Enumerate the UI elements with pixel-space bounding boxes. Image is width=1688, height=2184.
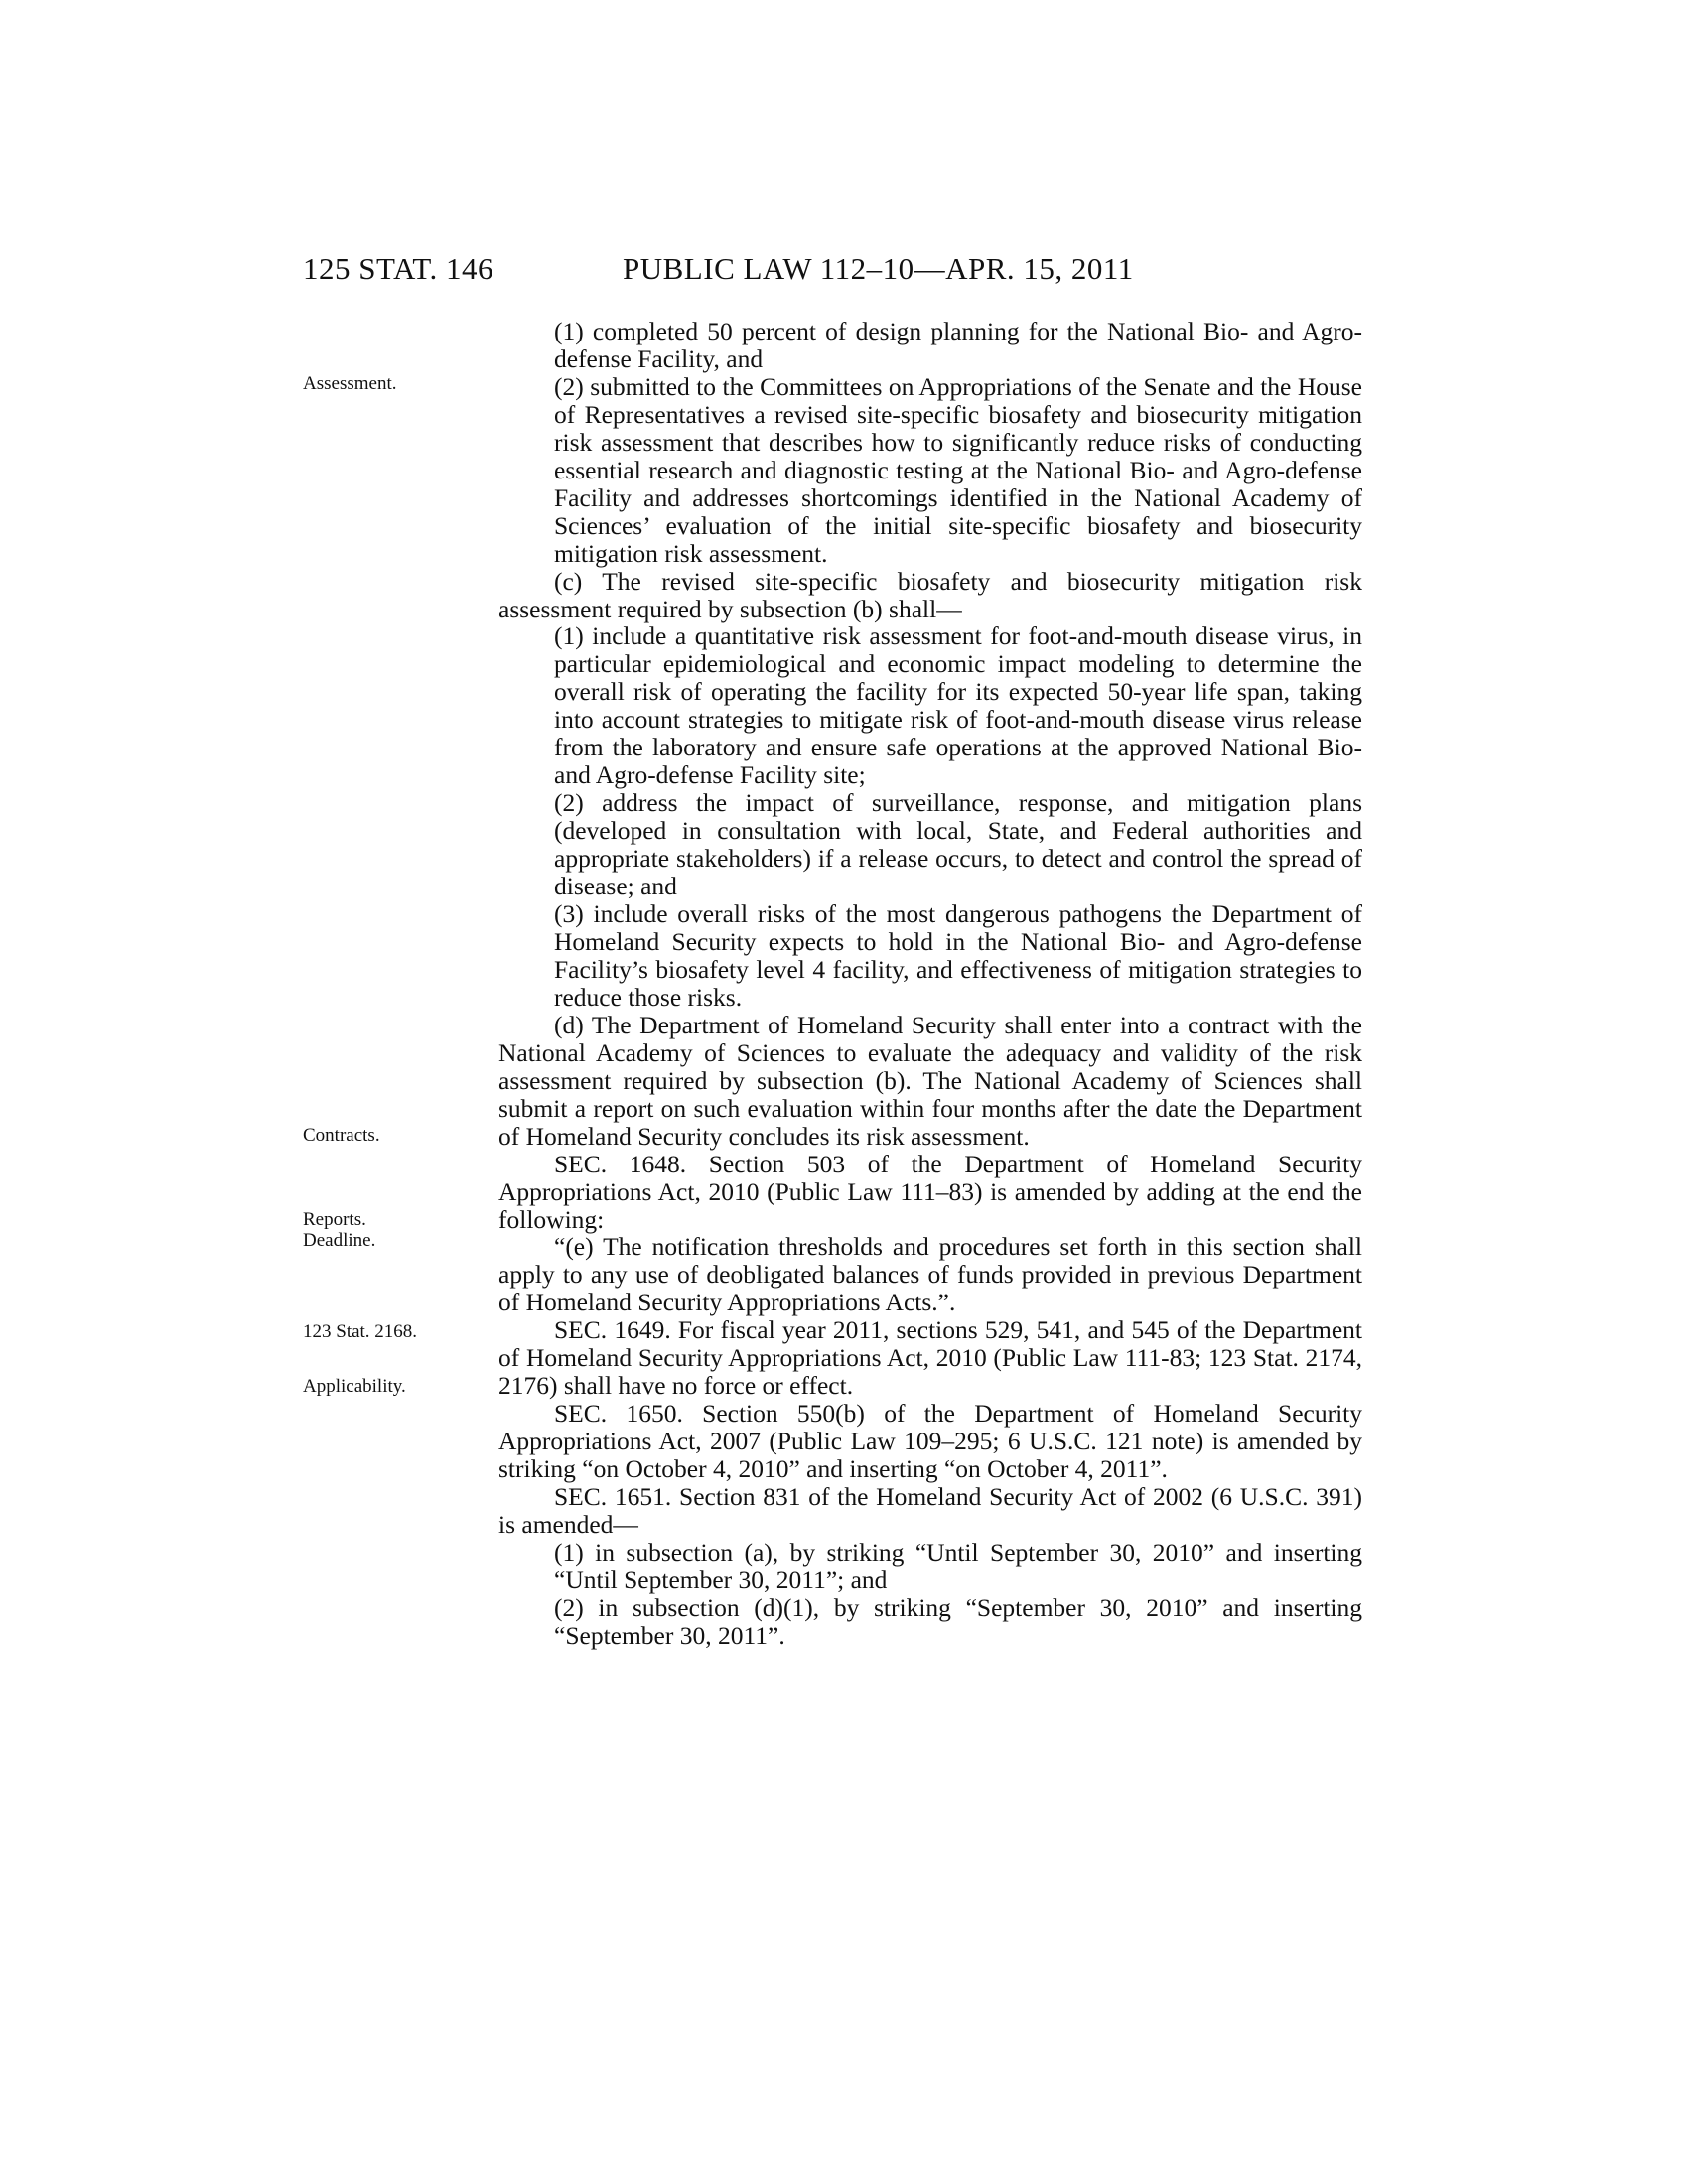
margin-note-stat-reference: 123 Stat. 2168. [303, 1321, 418, 1342]
paragraph-b1: (1) completed 50 percent of design planning for the National Bio- and Agro-defense Facility, and [554, 317, 1362, 373]
margin-note-deadline: Deadline. [303, 1230, 376, 1251]
page-title: PUBLIC LAW 112–10—APR. 15, 2011 [623, 251, 1134, 286]
statute-body [498, 318, 1362, 1650]
paragraph-c3: (3) include overall risks of the most dangerous pathogens the Department of Homeland Security expects to hold in the National Bio- and Agro-defense Facility’s biosafety level 4 facility, and effectiveness of mitigation strategies to reduce those risks. [554, 899, 1362, 1012]
section-1650: SEC. 1650. Section 550(b) of the Department of Homeland Security Appropriations Act, 2007 (Public Law 109–295; 6 U.S.C. 121 note) is amended by striking “on October 4, 2010” and inserting “on October 4, 2011”. [498, 1399, 1362, 1484]
margin-note-applicability: Applicability. [303, 1376, 406, 1397]
margin-note-reports: Reports. [303, 1209, 366, 1230]
paragraph-b2: (2) submitted to the Committees on Appropriations of the Senate and the House of Representatives a revised site-specific biosafety and biosecurity mitigation risk assessment that describes how to significantly reduce risks of conducting essential research and diagnostic testing at the National Bio- and Agro-defense Facility and addresses shortcomings identified in the National Academy of Sciences’ evaluation of the initial site-specific biosafety and biosecurity mitigation risk assessment. [554, 371, 1362, 568]
paragraph-c1: (1) include a quantitative risk assessment for foot-and-mouth disease virus, in particular epidemiological and economic impact modeling to determine the overall risk of operating the facility for its expected 50-year life span, taking into account strategies to mitigate risk of foot-and-mouth disease virus release from the laboratory and ensure safe operations at the approved National Bio- and Agro-defense Facility site; [554, 621, 1362, 790]
section-1651-item-2: (2) in subsection (d)(1), by striking “September 30, 2010” and inserting “September 30, 2011”. [554, 1592, 1362, 1650]
section-1651-item-1: (1) in subsection (a), by striking “Until September 30, 2010” and inserting “Until September 30, 2011”; and [554, 1537, 1362, 1594]
section-1648-quote: “(e) The notification thresholds and procedures set forth in this section shall apply to any use of deobligated balances of funds provided in previous Department of Homeland Security Appropriations Acts.”. [498, 1232, 1362, 1317]
section-1648: SEC. 1648. Section 503 of the Department of Homeland Security Appropriations Act, 2010 (Public Law 111–83) is amended by adding at the end the following: [498, 1149, 1362, 1234]
section-1649: SEC. 1649. For fiscal year 2011, sections 529, 541, and 545 of the Department of Homeland Security Appropriations Act, 2010 (Public Law 111-83; 123 Stat. 2174, 2176) shall have no force or effect. [498, 1315, 1362, 1401]
margin-note-assessment: Assessment. [303, 373, 397, 394]
stat-page-number: 125 STAT. 146 [303, 251, 494, 286]
paragraph-c2: (2) address the impact of surveillance, response, and mitigation plans (developed in consultation with local, State, and Federal authorities and appropriate stakeholders) if a release occurs, to detect and control the spread of disease; and [554, 788, 1362, 901]
paragraph-d: (d) The Department of Homeland Security shall enter into a contract with the National Academy of Sciences to evaluate the adequacy and validity of the risk assessment required by subsection (b). The National Academy of Sciences shall submit a report on such evaluation within four months after the date the Department of Homeland Security concludes its risk assessment. [498, 1010, 1362, 1151]
margin-note-contracts: Contracts. [303, 1125, 380, 1146]
section-1651: SEC. 1651. Section 831 of the Homeland Security Act of 2002 (6 U.S.C. 391) is amended— [498, 1482, 1362, 1539]
paragraph-c: (c) The revised site-specific biosafety and biosecurity mitigation risk assessment required by subsection (b) shall— [498, 566, 1362, 623]
